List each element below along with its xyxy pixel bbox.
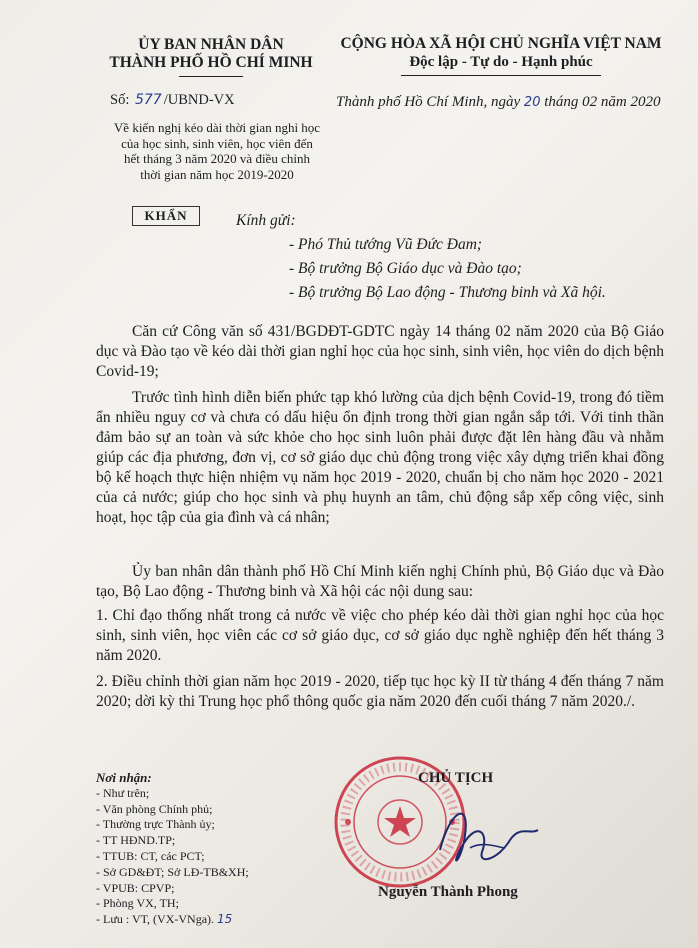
- subject-line: Về kiến nghị kéo dài thời gian nghỉ học: [113, 120, 321, 135]
- national-title: CỘNG HÒA XÃ HỘI CHỦ NGHĨA VIỆT NAM: [340, 35, 662, 52]
- national-header: [326, 34, 676, 76]
- reference-handwritten-number: 577: [134, 92, 162, 108]
- paragraph-text: Trước tình hình diễn biến phức tạp khó lường của dịch bệnh Covid-19, trong đó tiềm ẩn nhiều nguy cơ và chưa có dấu hiệu ổn định trong thời gian ngắn sắp tới. Với tinh thần đảm bảo sự an toàn và sức khỏe cho học sinh luôn phải được đặt lên hàng đầu và nhằm giúp các địa phương, đơn vị, cơ sở giáo dục chủ động trong việc xây dựng triển khai đồng bộ kế hoạch thực hiện nhiệm vụ năm học 2019 - 2020, chuẩn bị cho năm học 2020 - 2021 của cả nước; giúp cho học sinh và phụ huynh an tâm, chủ động sắp xếp công việc, sinh hoạt, học tập của gia đình và cá nhân;: [96, 389, 664, 526]
- place-date-suffix: tháng 02 năm 2020: [544, 94, 661, 110]
- distribution-list: [96, 770, 249, 928]
- distribution-item: - TTUB: CT, các PCT;: [96, 848, 205, 863]
- distribution-title: Nơi nhận:: [96, 770, 152, 785]
- paragraph-text: Ủy ban nhân dân thành phố Hồ Chí Minh kiến nghị Chính phủ, Bộ Giáo dục và Đào tạo, Bộ Lao động - Thương binh và Xã hội các nội dung sau:: [96, 563, 664, 600]
- distribution-item: - VPUB: CPVP;: [96, 880, 175, 895]
- request-item: [96, 672, 664, 712]
- reference-label: Số:: [110, 92, 130, 108]
- request-text: 2. Điều chỉnh thời gian năm học 2019 - 2020, tiếp tục học kỳ II từ tháng 4 đến tháng 7 năm 2020; dời kỳ thi Trung học phổ thông quốc gia năm 2020 đến cuối tháng 7 năm 2020./.: [96, 673, 664, 710]
- handwritten-signature: [420, 790, 560, 880]
- national-motto: Độc lập - Tự do - Hạnh phúc: [409, 54, 593, 70]
- body-paragraph: [96, 322, 664, 382]
- motto-underline: [401, 75, 601, 76]
- greeting: Kính gửi:: [236, 212, 296, 229]
- issuer-line-1: ỦY BAN NHÂN DÂN: [138, 36, 284, 53]
- subject-line: thời gian năm học 2019-2020: [140, 166, 294, 182]
- distribution-item: - Như trên;: [96, 785, 150, 800]
- place-date-day: 20: [523, 95, 541, 110]
- signer-name: Nguyễn Thành Phong: [378, 884, 518, 900]
- reference-suffix: /UBND-VX: [163, 92, 235, 108]
- document-subject: [86, 120, 348, 182]
- distribution-item: - Phòng VX, TH;: [96, 896, 179, 911]
- request-item: [96, 606, 664, 666]
- paragraph-text: Căn cứ Công văn số 431/BGDĐT-GDTC ngày 14 tháng 02 năm 2020 của Bộ Giáo dục và Đào tạo về kéo dài thời gian nghỉ học của học sinh, sinh viên, học viên do dịch bệnh Covid-19;: [96, 323, 664, 380]
- recipient-item: - Bộ trưởng Bộ Giáo dục và Đào tạo;: [289, 260, 522, 277]
- issuer-line-2: THÀNH PHỐ HỒ CHÍ MINH: [109, 54, 313, 71]
- signer-title: CHỦ TỊCH: [418, 770, 494, 786]
- issuer-header: [96, 36, 326, 77]
- issuer-underline: [179, 76, 243, 77]
- body-paragraph: [96, 388, 664, 528]
- urgent-stamp: KHẨN: [132, 206, 200, 226]
- recipient-item: - Bộ trưởng Bộ Lao động - Thương binh và Xã hội.: [289, 284, 606, 301]
- subject-line: của học sinh, sinh viên, học viên đến: [121, 135, 313, 151]
- distribution-item: - TT HĐND.TP;: [96, 833, 176, 848]
- handwritten-count: 15: [217, 912, 233, 927]
- distribution-item: [96, 912, 249, 928]
- reference-number: [110, 92, 235, 109]
- distribution-item: - Thường trực Thành ủy;: [96, 817, 215, 832]
- distribution-item: - Sở GD&ĐT; Sở LĐ-TB&XH;: [96, 864, 249, 879]
- recipient-item: - Phó Thủ tướng Vũ Đức Đam;: [289, 236, 483, 253]
- body-paragraph: [96, 562, 664, 602]
- place-and-date: [336, 94, 660, 111]
- distribution-item: - Văn phòng Chính phủ;: [96, 801, 213, 816]
- distribution-item-text: - Lưu : VT, (VX-VNga).: [96, 912, 215, 927]
- request-text: 1. Chỉ đạo thống nhất trong cả nước về việc cho phép kéo dài thời gian nghỉ học của học sinh, sinh viên, học viên các cơ sở giáo dục, cơ sở giáo dục nghề nghiệp đến hết tháng 3 năm 2020.: [96, 607, 664, 664]
- place-date-prefix: Thành phố Hồ Chí Minh, ngày: [336, 94, 521, 110]
- subject-line: hết tháng 3 năm 2020 và điều chỉnh: [124, 151, 310, 166]
